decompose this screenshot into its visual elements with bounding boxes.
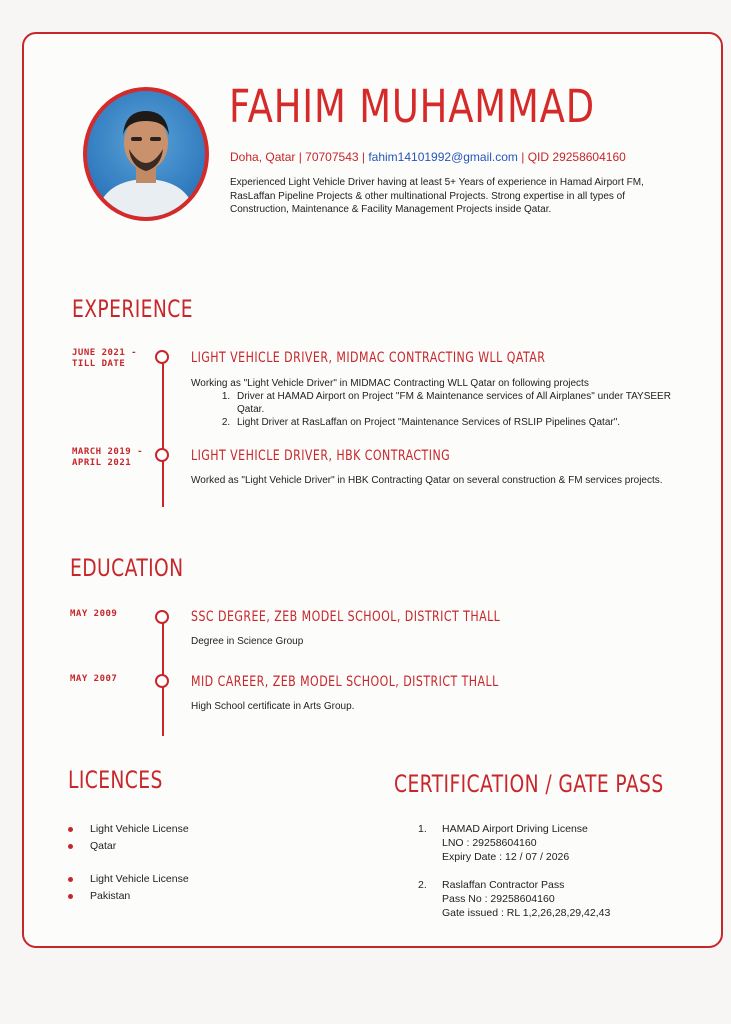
certification-list (418, 822, 610, 920)
education-heading: EDUCATION (70, 554, 184, 582)
list-item: Qatar (68, 840, 189, 857)
list-item: 1. Driver at HAMAD Airport on Project "FM & Maintenance services of All Airplanes" under TAYSEER Qatar. (233, 390, 686, 416)
job-1-title: LIGHT VEHICLE DRIVER, MIDMAC CONTRACTING WLL QATAR (191, 350, 546, 366)
education-1-title: SSC DEGREE, ZEB MODEL SCHOOL, DISTRICT THALL (191, 609, 501, 625)
profile-summary: Experienced Light Vehicle Driver having at least 5+ Years of experience in Hamad Airport FM, RasLaffan Pipeline Projects & other multinational Projects. Strong expertise in all types of Construction, Maintenance & Facility Management Projects inside Qatar. (230, 177, 644, 215)
education-2-description: High School certificate in Arts Group. (191, 701, 355, 712)
list-item: 2. Light Driver at RasLaffan on Project "Maintenance Services of RSLIP Pipelines Qatar". (233, 416, 686, 429)
job-1-description: Working as "Light Vehicle Driver" in MIDMAC Contracting WLL Qatar on following projects 1. Driver at HAMAD Airport on Project "FM & Maintenance services of All Airplanes" under TAYSEER Qatar. 2. Light Driver at RasLaffan on Project "Maintenance Services of RSLIP Pipelines Qatar". (191, 377, 686, 429)
education-2-date: MAY 2007 (70, 674, 118, 684)
licences-list (68, 823, 189, 907)
contact-location-phone: Doha, Qatar | 70707543 | (230, 150, 369, 164)
list-item: Light Vehicle License (68, 823, 189, 840)
education-1-description: Degree in Science Group (191, 636, 304, 647)
job-2-date: MARCH 2019 - APRIL 2021 (72, 447, 144, 468)
education-1-date: MAY 2009 (70, 609, 118, 619)
list-item: 2. Raslaffan Contractor Pass Pass No : 29258604160 Gate issued : RL 1,2,26,28,29,42,43 (418, 879, 611, 919)
job-1-project-list (191, 390, 686, 429)
job-1-timeline-node (155, 350, 169, 364)
job-2-description: Worked as "Light Vehicle Driver" in HBK Contracting Qatar on several construction & FM services projects. (191, 475, 663, 486)
experience-timeline (162, 362, 164, 507)
profile-photo (83, 87, 209, 221)
contact-qid: | QID 29258604160 (517, 150, 626, 164)
certification-heading: CERTIFICATION / GATE PASS (394, 770, 664, 798)
list-item: Pakistan (68, 890, 189, 907)
job-2-title: LIGHT VEHICLE DRIVER, HBK CONTRACTING (191, 448, 451, 464)
contact-line (230, 150, 626, 164)
education-2-title: MID CAREER, ZEB MODEL SCHOOL, DISTRICT THALL (191, 674, 499, 690)
job-1-date: JUNE 2021 - TILL DATE (72, 348, 138, 369)
education-2-timeline-node (155, 674, 169, 688)
job-2-timeline-node (155, 448, 169, 462)
list-item: 1. HAMAD Airport Driving License LNO : 29258604160 Expiry Date : 12 / 07 / 2026 (418, 823, 588, 863)
education-1-timeline-node (155, 610, 169, 624)
contact-email[interactable]: fahim14101992@gmail.com (368, 150, 518, 164)
licences-heading: LICENCES (68, 766, 163, 794)
experience-heading: EXPERIENCE (72, 295, 193, 323)
person-portrait-icon (87, 91, 205, 217)
list-item: Light Vehicle License (68, 873, 189, 890)
candidate-name: FAHIM MUHAMMAD (229, 80, 595, 133)
